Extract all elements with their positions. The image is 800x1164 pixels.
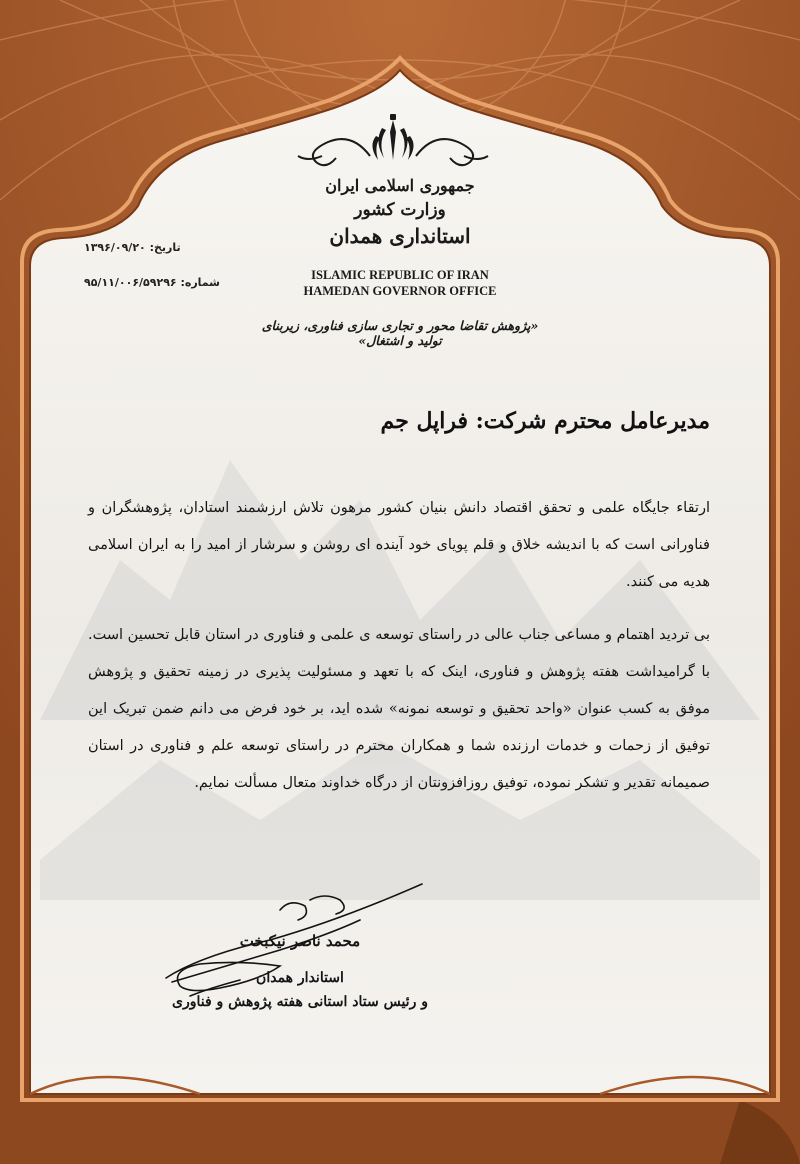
signature-block	[160, 870, 440, 1020]
letter-date: تاریخ: ۱۳۹۶/۰۹/۲۰	[84, 241, 181, 254]
header-office-en: HAMEDAN GOVERNOR OFFICE	[303, 284, 497, 298]
year-motto: «پژوهش تقاضا محور و تجاری سازی فناوری، زیربنای تولید و اشتغال»	[261, 318, 539, 348]
iran-emblem-icon	[292, 112, 494, 178]
header-country-en: ISLAMIC REPUBLIC OF IRAN	[311, 268, 489, 282]
letter-number: شماره: ۹۵/۱۱/۰۰۶/۵۹۲۹۶	[84, 276, 221, 289]
signer-role: و رئیس ستاد استانی هفته پژوهش و فناوری	[172, 994, 428, 1010]
salutation: مدیرعامل محترم شرکت: فراپل جم	[380, 408, 710, 434]
header-country: جمهوری اسلامی ایران	[325, 176, 475, 195]
header-office: استانداری همدان	[329, 224, 471, 248]
body-paragraph-1: ارتقاء جایگاه علمی و تحقق اقتصاد دانش بنیان کشور مرهون تلاش ارزشمند استادان، پژوهشگران و فناورانی است که با اندیشه خلاق و قلم پویای خود آینده ای روشن و سرشار از امید را به ایران اسلامی هدیه می کنند.	[88, 500, 710, 590]
header-ministry: وزارت کشور	[354, 200, 446, 220]
letter-body	[88, 490, 710, 818]
signer-title: استاندار همدان	[256, 970, 344, 986]
signer-name: محمد ناصر نیکبخت	[239, 932, 361, 950]
body-paragraph-2: بی تردید اهتمام و مساعی جناب عالی در راستای توسعه ی علمی و فناوری در استان قابل تحسین است. با گرامیداشت هفته پژوهش و فناوری، اینک که با تعهد و مسئولیت پذیری در زمینه تحقیق و پژوهش موفق به کسب عنوان «واحد تحقیق و توسعه نمونه» شده اید، بر خود فرض می دانم ضمن تبریک این توفیق از زحمات و خدمات ارزنده شما و همکاران محترم در راستای توسعه علم و فناوری در استان صمیمانه تقدیر و تشکر نموده، توفیق روزافزونتان از درگاه خداوند متعال مسألت نمایم.	[88, 627, 710, 791]
